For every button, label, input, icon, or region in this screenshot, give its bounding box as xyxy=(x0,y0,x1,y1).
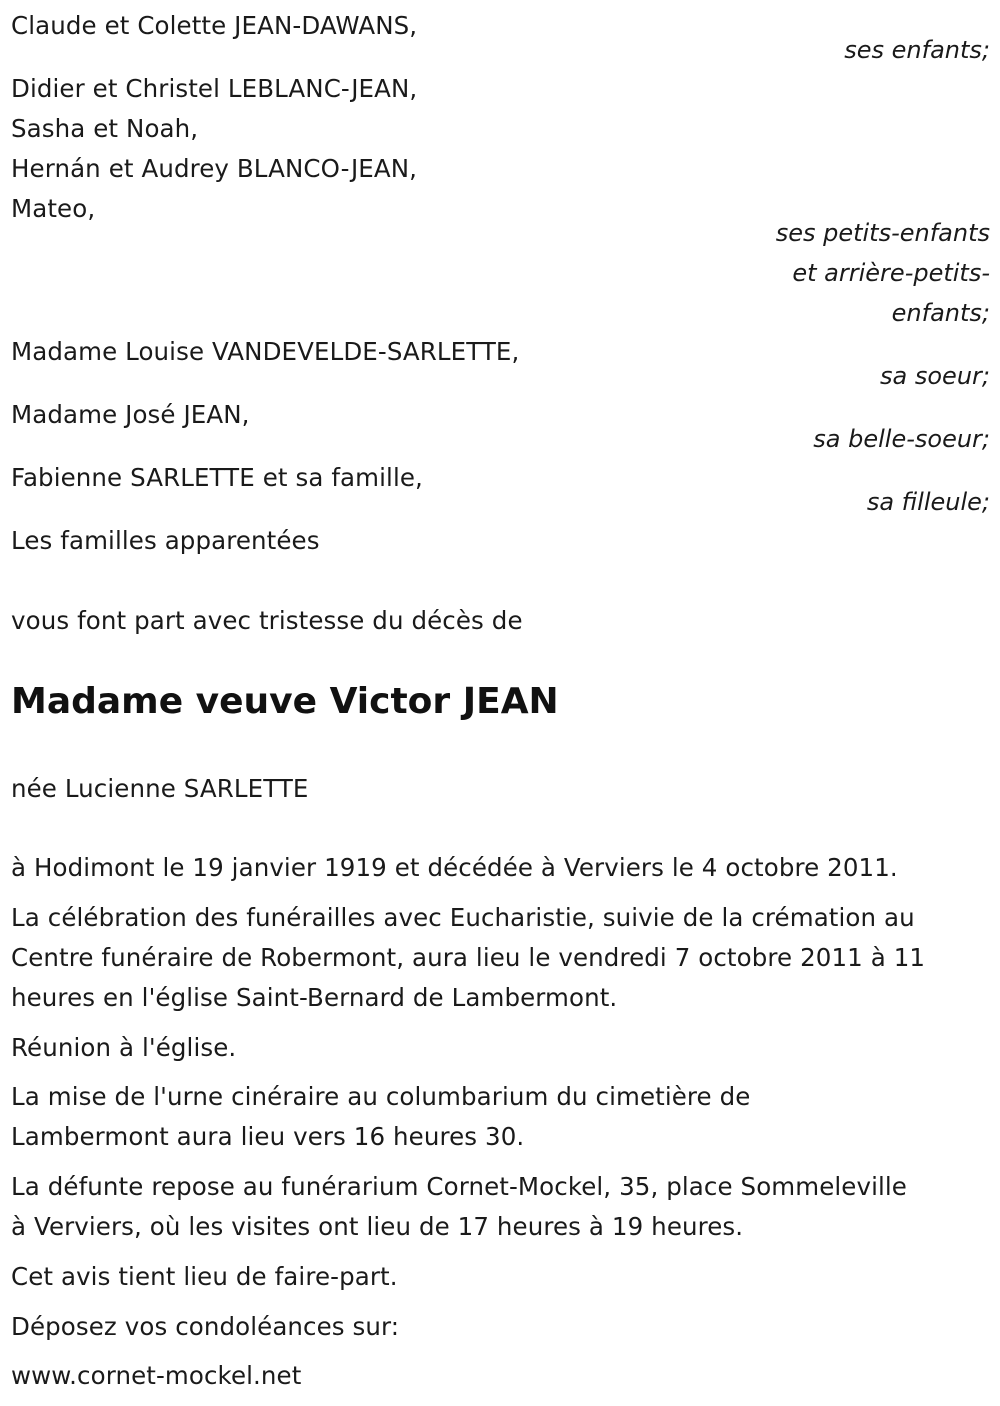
visitation-line-1: La défunte repose au funérarium Cornet-Mockel, 35, place Sommeleville xyxy=(11,1172,907,1201)
urn-line-2: Lambermont aura lieu vers 16 heures 30. xyxy=(11,1122,525,1151)
goddaughter-name: Fabienne SARLETTE et sa famille, xyxy=(11,463,423,492)
grandchild-line-3: Hernán et Audrey BLANCO-JEAN, xyxy=(11,154,418,183)
grandchild-line-1: Didier et Christel LEBLANC-JEAN, xyxy=(11,74,418,103)
grandchild-line-4: Mateo, xyxy=(11,194,96,223)
funeral-line-3: heures en l'église Saint-Bernard de Lambermont. xyxy=(11,983,618,1012)
funeral-line-1: La célébration des funérailles avec Eucharistie, suivie de la crémation au xyxy=(11,903,915,932)
grandchildren-relation-1: ses petits-enfants xyxy=(775,219,990,247)
sister-in-law-relation: sa belle-soeur; xyxy=(813,425,990,453)
sister-name: Madame Louise VANDEVELDE-SARLETTE, xyxy=(11,337,520,366)
birth-name: née Lucienne SARLETTE xyxy=(11,774,309,803)
website-link[interactable]: www.cornet-mockel.net xyxy=(11,1361,302,1390)
grandchildren-relation-2: et arrière-petits- xyxy=(792,259,990,287)
children-relation: ses enfants; xyxy=(844,36,990,64)
born-died-text: à Hodimont le 19 janvier 1919 et décédée à Verviers le 4 octobre 2011. xyxy=(11,853,898,882)
funeral-line-2: Centre funéraire de Robermont, aura lieu le vendredi 7 octobre 2011 à 11 xyxy=(11,943,926,972)
goddaughter-relation: sa filleule; xyxy=(866,488,990,516)
grandchildren-relation-3: enfants; xyxy=(891,299,990,327)
notice-text: Cet avis tient lieu de faire-part. xyxy=(11,1262,398,1291)
announcement-text: vous font part avec tristesse du décès de xyxy=(11,606,523,635)
urn-line-1: La mise de l'urne cinéraire au columbarium du cimetière de xyxy=(11,1082,751,1111)
reunion-text: Réunion à l'église. xyxy=(11,1033,237,1062)
deceased-name: Madame veuve Victor JEAN xyxy=(11,681,559,722)
sister-in-law-name: Madame José JEAN, xyxy=(11,400,250,429)
sister-relation: sa soeur; xyxy=(880,362,990,390)
related-families: Les familles apparentées xyxy=(11,526,320,555)
visitation-line-2: à Verviers, où les visites ont lieu de 17 heures à 19 heures. xyxy=(11,1212,744,1241)
condolences-text: Déposez vos condoléances sur: xyxy=(11,1312,400,1341)
grandchild-line-2: Sasha et Noah, xyxy=(11,114,199,143)
children-names: Claude et Colette JEAN-DAWANS, xyxy=(11,11,418,40)
